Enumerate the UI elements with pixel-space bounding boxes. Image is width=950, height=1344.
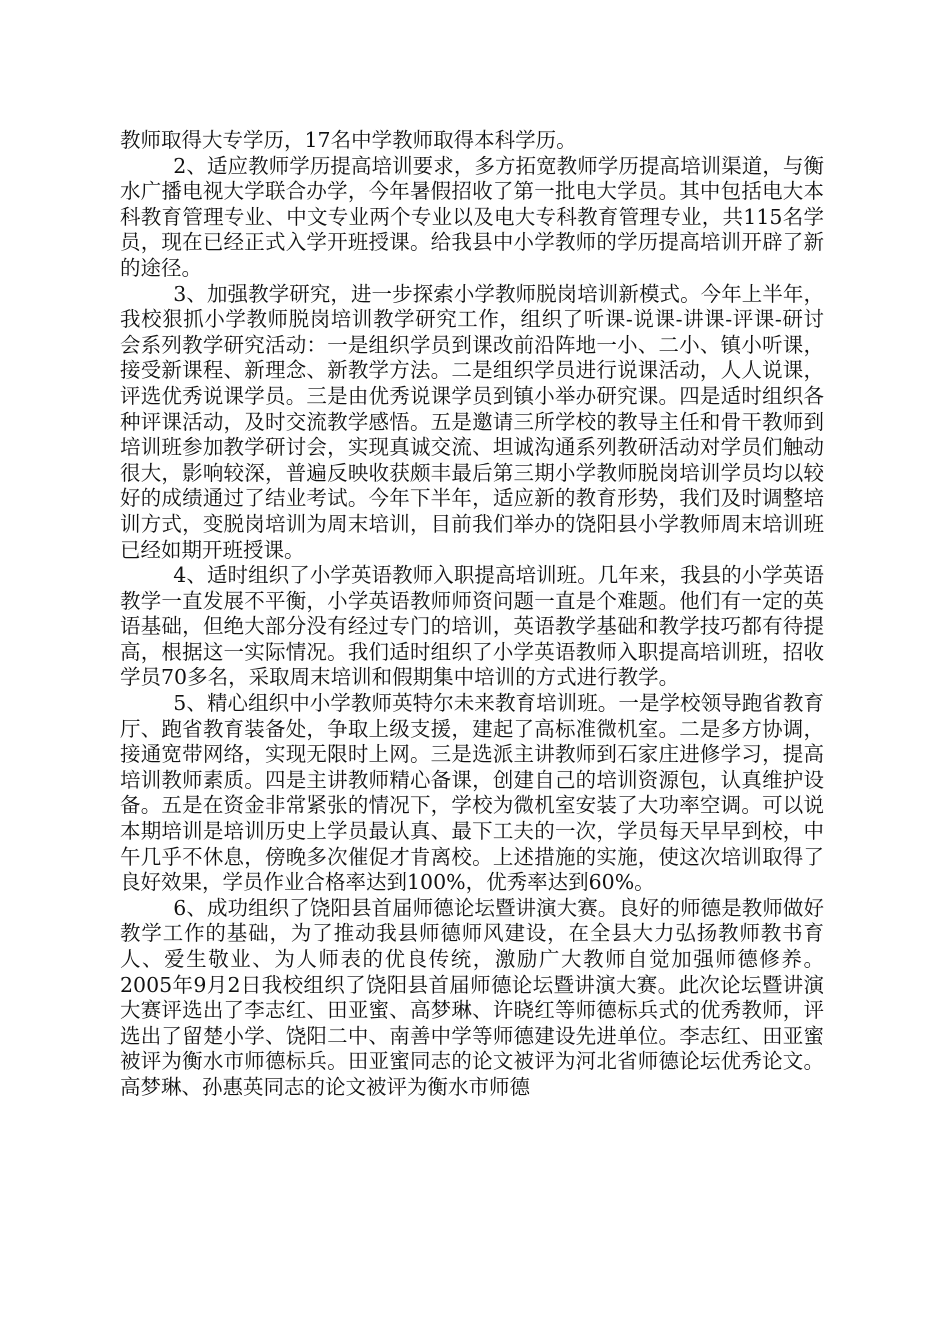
paragraph-item-3: 3、加强教学研究，进一步探索小学教师脱岗培训新模式。今年上半年，我校狠抓小学教师脱岗培训教学研究工作，组织了听课-说课-讲课-评课-研讨会系列教学研究活动：一是组织学员到课改前沿阵地一小、二小、镇小听课，接受新课程、新理念、新教学方法。二是组织学员进行说课活动，人人说课，评选优秀说课学员。三是由优秀说课学员到镇小举办研究课。四是适时组织各种评课活动，及时交流教学感悟。五是邀请三所学校的教导主任和骨干教师到培训班参加教学研讨会，实现真诚交流、坦诚沟通系列教研活动对学员们触动很大，影响较深，普遍反映收获颇丰最后第三期小学教师脱岗培训学员均以较好的成绩通过了结业考试。今年下半年，适应新的教育形势，我们及时调整培训方式，变脱岗培训为周末培训，目前我们举办的饶阳县小学教师周末培训班已经如期开班授课。 xyxy=(120,281,824,562)
document-page xyxy=(120,128,824,1101)
paragraph-item-5: 5、精心组织中小学教师英特尔未来教育培训班。一是学校领导跑省教育厅、跑省教育装备处，争取上级支援，建起了高标准微机室。二是多方协调，接通宽带网络，实现无限时上网。三是选派主讲教师到石家庄进修学习，提高培训教师素质。四是主讲教师精心备课，创建自己的培训资源包，认真维护设备。五是在资金非常紧张的情况下，学校为微机室安装了大功率空调。可以说本期培训是培训历史上学员最认真、最下工夫的一次，学员每天早早到校，中午几乎不休息，傍晚多次催促才肯离校。上述措施的实施，使这次培训取得了良好效果，学员作业合格率达到100%，优秀率达到60%。 xyxy=(120,691,824,895)
paragraph-item-6: 6、成功组织了饶阳县首届师德论坛暨讲演大赛。良好的师德是教师做好教学工作的基础，为了推动我县师德师风建设，在全县大力弘扬教师教书育人、爱生敬业、为人师表的优良传统，激励广大教师自觉加强师德修养。2005年9月2日我校组织了饶阳县首届师德论坛暨讲演大赛。此次论坛暨讲演大赛评选出了李志红、田亚蜜、高梦琳、许晓红等师德标兵式的优秀教师，评选出了留楚小学、饶阳二中、南善中学等师德建设先进单位。李志红、田亚蜜被评为衡水市师德标兵。田亚蜜同志的论文被评为河北省师德论坛优秀论文。高梦琳、孙惠英同志的论文被评为衡水市师德 xyxy=(120,895,824,1099)
paragraph-continuation: 教师取得大专学历，17名中学教师取得本科学历。 xyxy=(120,128,577,152)
paragraph-item-2: 2、适应教师学历提高培训要求，多方拓宽教师学历提高培训渠道，与衡水广播电视大学联合办学，今年暑假招收了第一批电大学员。其中包括电大本科教育管理专业、中文专业两个专业以及电大专科教育管理专业，共115名学员，现在已经正式入学开班授课。给我县中小学教师的学历提高培训开辟了新的途径。 xyxy=(120,153,824,280)
paragraph-item-4: 4、适时组织了小学英语教师入职提高培训班。几年来，我县的小学英语教学一直发展不平衡，小学英语教师师资问题一直是个难题。他们有一定的英语基础，但绝大部分没有经过专门的培训，英语教学基础和教学技巧都有待提高，根据这一实际情况。我们适时组织了小学英语教师入职提高培训班，招收学员70多名，采取周末培训和假期集中培训的方式进行教学。 xyxy=(120,563,824,690)
